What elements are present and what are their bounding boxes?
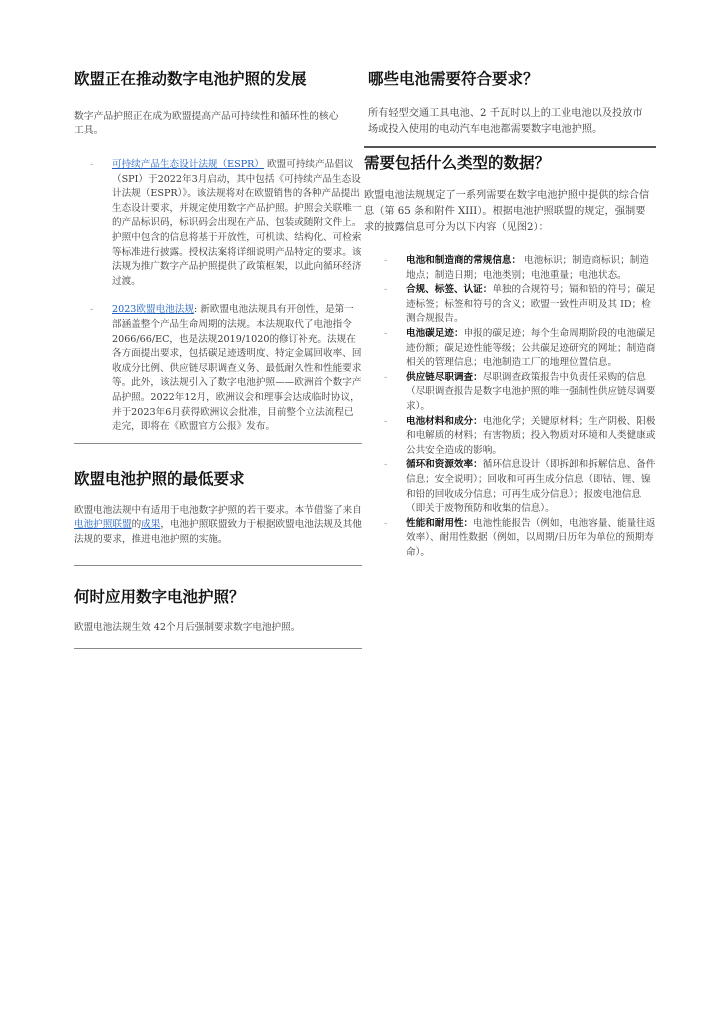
list-item-text: 电池性能报告（例如，电池容量、能量往返效率）、耐用性数据（例如，以周期/日历年为单位的预期寿命）。 [406,517,656,558]
list-item [384,517,656,561]
body-text: 的 [131,519,142,531]
list-item-text: 电池化学；关键原材料；生产阴极、阳极和电解质的材料；有害物质；投入物质对环境和人类健康或公共安全造成的影响。 [406,415,656,456]
list-item-text: 电池标识；制造商标识；制造地点；制造日期；电池类别；电池重量；电池状态。 [406,255,649,281]
bullet-dash: - [90,159,94,170]
results-link[interactable]: 成果 [141,519,161,531]
bullet-dash: - [90,304,94,316]
bullet-dash: - [384,371,388,383]
bullet-dash: - [384,284,388,296]
list-item-text: 申报的碳足迹；每个生命周期阶段的电池碳足迹份额；碳足迹性能等级；公共碳足迹研究的网址；制造商相关的管理信息；电池制造工厂的地理位置信息。 [406,327,656,369]
list-item [384,458,656,516]
list-item [384,283,656,327]
section-divider [364,146,656,148]
section-title-development: 欧盟正在推动数字电池护照的发展 [74,70,307,88]
list-item [384,371,656,415]
espr-link[interactable]: 可持续产品生态设计法规（ESPR） [112,159,264,170]
battery-regulation-link[interactable]: 2023欧盟电池法规 [112,304,194,316]
section-title-data-types: 需要包括什么类型的数据？ [364,154,551,172]
battery-pass-link[interactable]: 电池护照联盟 [74,519,132,531]
list-item-text: 欧盟可持续产品倡议（SPI）于2022年3月启动，其中包括《可持续产品生态设计法规（ESPR）》。该法规将对在欧盟销售的各种产品提出生态设计要求，并规定使用数字产品护照。护照会关联唯一的产品标识码，标识码会出现在产品、包装或随附文件上。护照中包含的信息将基于开放性，可机读、结构化、可检索等标准进行披露。授权法案将详细说明产品特定的要求。该法规为推广数字产品护照提供了政策框架，以此向循环经济过渡。 [112,159,362,287]
list-item-lead: 合规、标签、认证： [406,284,493,296]
list-item-text: : 新欧盟电池法规具有开创性，是第一部涵盖整个产品生命周期的法规。本法规取代了电池指令2066/66/EC，也是法规2019/1020的修订补充。法规在各方面提出要求，包括碳足迹透明度、特定金属回收率、回收成分比例、供应链尽职调查义务、最低耐久性和性能要求等。此外，该法规引入了数字电池护照——欧洲首个数字产品护照。2022年12月，欧洲议会和理事会达成临时协议，并于2023年6月获得欧洲议会批准，目前整个立法流程已走完，即将在《欧盟官方公报》发布。 [112,304,362,433]
section-divider [74,565,362,566]
bullet-dash: - [384,327,388,339]
regulation-list [90,158,362,435]
list-item-text: 尽职调查政策报告中负责任采购的信息（尽职调查报告是数字电池护照的唯一强制性供应链尽调要求）。 [406,371,656,412]
section-divider [74,648,362,649]
section-body [74,504,362,548]
list-item [90,303,362,434]
section-title-minimum-requirements: 欧盟电池护照的最低要求 [74,469,245,488]
data-type-list [384,254,656,560]
list-item-lead: 供应链尽职调查： [406,371,483,383]
body-text: 欧盟电池法规中有适用于电池数字护照的若干要求。本节借鉴了来自 [74,504,362,516]
bullet-dash: - [384,255,388,266]
list-item-text: 循环信息设计（即拆卸和拆解信息、备件信息；安全说明）；回收和可再生成分信息（即钴、锂、镍和铅的回收成分信息；可再生成分信息）；报废电池信息（即关于废物预防和收集的信息）。 [406,459,656,515]
body-text: ，电池护照联盟致力于根据欧盟电池法规及其他法规的要求，推进电池护照的实施。 [74,519,362,545]
left-column [74,66,362,649]
right-column [364,66,656,560]
list-item-lead: 循环和资源效率： [406,459,483,471]
list-item-text: 单独的合规符号；镉和铅的符号；碳足迹标签；标签和符号的含义；欧盟一致性声明及其 ID；检测合规报告。 [406,284,656,325]
bullet-dash: - [384,415,388,427]
list-item [384,254,656,283]
bullet-dash: - [384,459,388,471]
section-body: 欧盟电池法规生效 42个月后强制要求数字电池护照。 [74,622,301,634]
section-body: 欧盟电池法规规定了一系列需要在数字电池护照中提供的综合信息（第 65 条和附件 XIII）。根据电池护照联盟的规定，强制要求的披露信息可分为以下内容（见图2）： [364,190,650,233]
bullet-dash: - [384,517,388,529]
list-item [384,415,656,459]
list-item-lead: 电池和制造商的常规信息： [406,255,522,266]
section-title-when: 何时应用数字电池护照？ [74,588,245,607]
section-title-which-batteries: 哪些电池需要符合要求？ [368,70,539,88]
list-item [90,158,362,289]
list-item [384,327,656,371]
list-item-lead: 电池碳足迹： [406,327,464,339]
section-intro: 数字产品护照正在成为欧盟提高产品可持续性和循环性的核心工具。 [74,111,339,136]
section-divider [74,443,362,444]
list-item-lead: 电池材料和成分： [406,415,483,427]
list-item-lead: 性能和耐用性： [406,517,474,529]
section-body: 所有轻型交通工具电池、2 千瓦时以上的工业电池以及投放市场或投入使用的电动汽车电池都需要数字电池护照。 [368,108,643,135]
